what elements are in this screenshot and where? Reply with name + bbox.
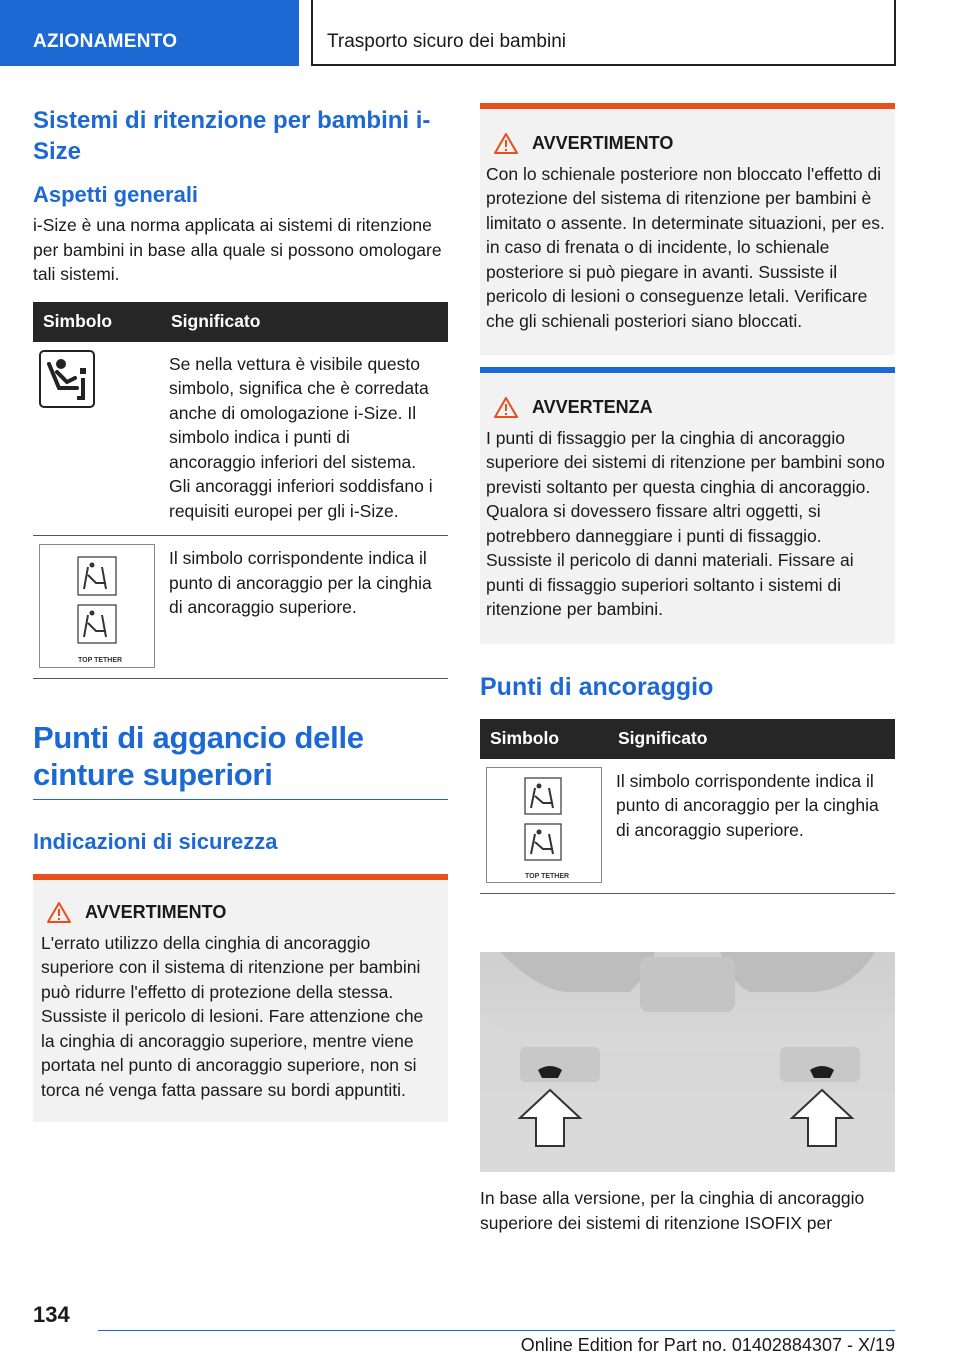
table-header-meaning: Significato: [608, 719, 895, 759]
warning-heading: [486, 131, 887, 156]
rear-seat-illustration: [480, 952, 895, 1172]
meaning-cell: Il simbolo corrispondente indica il punto di ancoraggio per la cinghia di ancoraggio superiore.: [161, 536, 448, 679]
section-title-isize: Sistemi di ritenzione per bambini i-Size: [33, 107, 431, 165]
warning-box-2: [480, 103, 895, 355]
isize-child-seat-icon: [39, 350, 95, 408]
footer-divider: [98, 1330, 895, 1331]
table-header-symbol: Simbolo: [480, 719, 608, 759]
section-divider: [33, 719, 448, 800]
symbol-cell: [33, 342, 161, 536]
warning-box-1: [33, 874, 448, 1122]
warning-triangle-icon: [494, 397, 518, 418]
top-tether-icon: [486, 767, 602, 883]
table-header-row: [33, 302, 448, 342]
meaning-cell: Il simbolo corrispondente indica il punto di ancoraggio per la cinghia di ancoraggio superiore.: [608, 759, 895, 894]
chapter-title: Trasporto sicuro dei bambini: [311, 0, 896, 66]
left-column: [33, 100, 448, 1122]
notice-box: [480, 367, 895, 644]
top-tether-label: TOP TETHER: [525, 872, 570, 880]
section-title-anchor-points: Punti di ancoraggio: [480, 672, 714, 701]
notice-heading: [486, 395, 887, 420]
table-row: [33, 536, 448, 679]
intro-text: i-Size è una norma applicata ai sistemi di ritenzione per bambini in base alla quale si possono omologare tali sistemi.: [33, 215, 442, 284]
section-title-tether-points: Punti di aggancio delle cinture superiori: [33, 720, 364, 792]
warning-heading: [39, 900, 440, 925]
top-tether-label: TOP TETHER: [78, 657, 123, 664]
table-row: [33, 342, 448, 536]
anchor-symbol-table: [480, 719, 895, 894]
warning-title: AVVERTIMENTO: [532, 133, 674, 153]
notice-title: AVVERTENZA: [532, 397, 653, 417]
top-tether-icon: [39, 544, 155, 668]
subsection-title-general: Aspetti generali: [33, 182, 199, 207]
notice-text: I punti di fissaggio per la cinghia di ancoraggio superiore dei sistemi di ritenzione per bambini sono previsti soltanto per questa cinghia di ancoraggio. Qualora si dovessero fissare altri oggetti, si potrebbero danneggiare i punti di fissaggio. Sussiste il pericolo di danni materiali. Fissare ai punti di fissaggio superiori soltanto i sistemi di ritenzione per bambini.: [486, 427, 885, 619]
warning-triangle-icon: [47, 902, 71, 923]
table-header-meaning: Significato: [161, 302, 448, 342]
page-number: 134: [33, 1302, 70, 1327]
warning-triangle-icon: [494, 133, 518, 154]
warning-title: AVVERTIMENTO: [85, 902, 227, 922]
symbol-cell: [480, 759, 608, 894]
rear-seat-photo: [480, 952, 895, 1172]
table-header-symbol: Simbolo: [33, 302, 161, 342]
section-tab: AZIONAMENTO: [0, 0, 299, 66]
symbol-cell: [33, 536, 161, 679]
meaning-cell: Se nella vettura è visibile questo simbolo, significa che è corredata anche di omologazione i-Size. Il simbolo indica i punti di ancoraggio inferiori del sistema. Gli ancoraggi inferiori soddisfano i requisiti europei per gli i-Size.: [161, 342, 448, 536]
edition-info: Online Edition for Part no. 01402884307 - X/19: [520, 1335, 895, 1355]
isize-symbol-table: [33, 302, 448, 680]
page-header: [0, 0, 960, 66]
table-row: [480, 759, 895, 894]
right-column: [480, 103, 895, 894]
warning-text: L'errato utilizzo della cinghia di ancoraggio superiore con il sistema di ritenzione per bambini può ridurre l'effetto di protezione della stessa. Sussiste il pericolo di lesioni. Fare attenzione che la cinghia di ancoraggio superiore, mentre viene portata nel punto di ancoraggio superiore, non si torca né venga fatta passare su bordi appuntiti.: [41, 932, 424, 1100]
subsection-title-safety: Indicazioni di sicurezza: [33, 829, 278, 854]
table-header-row: [480, 719, 895, 759]
photo-caption: In base alla versione, per la cinghia di ancoraggio superiore dei sistemi di ritenzione ISOFIX per: [480, 1188, 865, 1233]
warning-text: Con lo schienale posteriore non bloccato l'effetto di protezione del sistema di ritenzione per bambini è limitato o assente. In determinate situazioni, per es. in caso di frenata o di incidente, lo schienale posteriore si può piegare in avanti. Sussiste il pericolo di lesioni o conseguenze letali. Verificare che gli schienali posteriori siano bloccati.: [486, 163, 885, 331]
